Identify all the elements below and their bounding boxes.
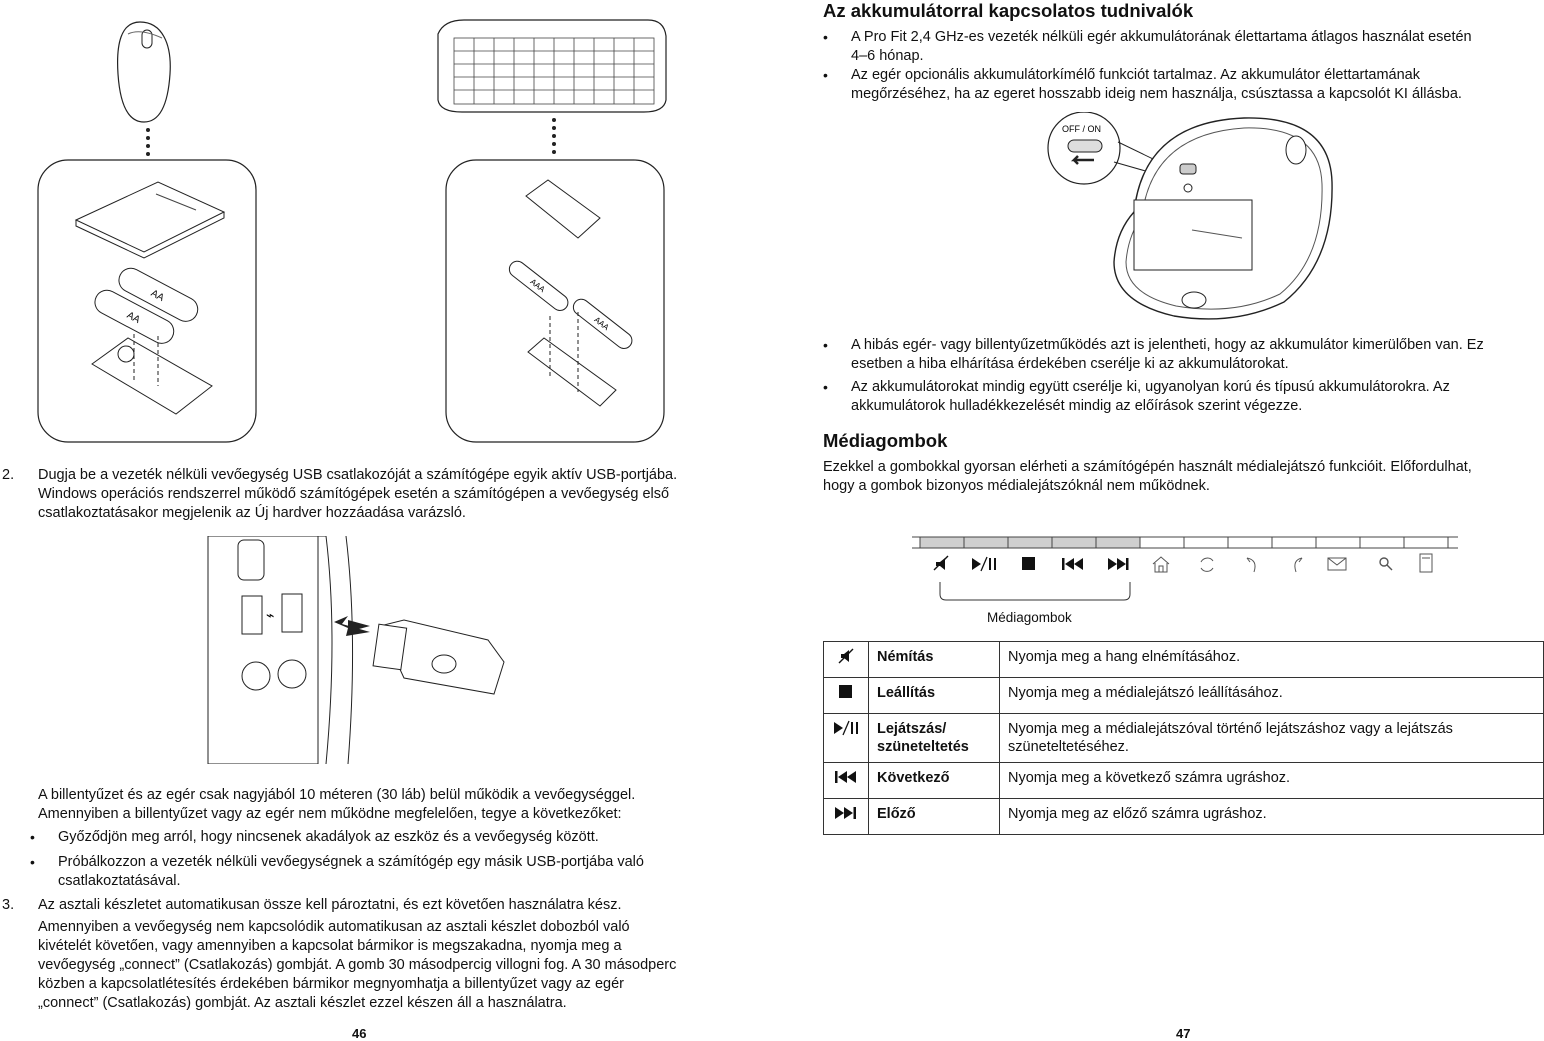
- strip-mute-icon: [934, 556, 948, 570]
- battery-bullet-2-line-1: Az egér opcionális akkumulátorkímélő funkciót tartalmaz. Az akkumulátor élettartamának: [851, 67, 1420, 83]
- media-table: [823, 641, 1544, 835]
- strip-stop-icon: [1022, 557, 1035, 570]
- previous-track-icon: [834, 769, 858, 785]
- row-desc: Nyomja meg az előző számra ugráshoz.: [1000, 799, 1544, 835]
- media-intro: [823, 458, 1472, 496]
- strip-home-icon: [1153, 557, 1169, 572]
- row-name-line-2: szüneteltetés: [877, 739, 969, 755]
- strip-back-icon: [1247, 558, 1255, 572]
- battery-bullet-1-line-2: 4–6 hónap.: [851, 48, 924, 64]
- connect-line-2: kivételét követően, vagy amennyiben a kapcsolat bármikor is megszakadna, nyomja meg a: [38, 938, 622, 954]
- battery-bullet-2-line-2: megőrzéséhez, ha az egeret hosszabb ideig nem használja, csúsztassa a kapcsolót KI állásba.: [851, 86, 1462, 102]
- row-desc-line-1: Nyomja meg a médialejátszóval történő lejátszáshoz vagy a lejátszás: [1008, 721, 1453, 737]
- strip-search-icon: [1380, 558, 1392, 570]
- row-desc: Nyomja meg a médialejátszó leállításához.: [1000, 678, 1544, 714]
- row-desc-line-2: szüneteltetéséhez.: [1008, 739, 1129, 755]
- battery-heading: Az akkumulátorral kapcsolatos tudnivalók: [823, 0, 1194, 21]
- row-name-line-1: Lejátszás/: [877, 721, 947, 737]
- strip-play-pause-icon: [972, 557, 996, 571]
- step-3-line: Az asztali készletet automatikusan össze kell pároztatni, és ezt követően használatra kész.: [38, 897, 622, 913]
- step-2-line-1: Dugja be a vezeték nélküli vevőegység USB csatlakozóját a számítógépe egyik aktív USB-portjába.: [38, 467, 678, 483]
- connect-line-3: vevőegység „connect” (Csatlakozás) gombját. A gomb 30 másodpercig villogni fog. A 30 másodperc: [38, 957, 677, 973]
- connect-line-5: „connect” (Csatlakozás) gombját. Az asztali készlet ezzel készen áll a használatra.: [38, 995, 567, 1011]
- battery-aaa-label-1: AAA: [528, 277, 547, 295]
- row-name: Előző: [869, 799, 1000, 835]
- media-strip-label: Médiagombok: [987, 610, 1072, 625]
- step-2-line-3: csatlakoztatásakor megjelenik az Új hardver hozzáadása varázsló.: [38, 505, 466, 521]
- bullet-1-line-1: Győződjön meg arról, hogy nincsenek akadályok az eszköz és a vevőegység között.: [58, 829, 599, 845]
- row-name: Némítás: [869, 642, 1000, 678]
- bullet-2-line-2: csatlakoztatásával.: [58, 873, 181, 889]
- connect-line-4: közben a kapcsolatlétesítés érdekében bármikor megnyomhatja a billentyűzet vagy az egér: [38, 976, 624, 992]
- range-paragraph: [38, 786, 635, 824]
- media-intro-line-2: hogy a gombok bizonyos médialejátszóknál nem működnek.: [823, 478, 1210, 494]
- svg-text:⌁: ⌁: [266, 607, 275, 623]
- battery-bullet-3-line-2: esetben a hiba elhárítása érdekében cserélje ki az akkumulátorokat.: [851, 356, 1289, 372]
- table-row: [824, 642, 1544, 678]
- stop-icon: [838, 684, 854, 700]
- battery-bullet-4-line-1: Az akkumulátorokat mindig együtt cserélje ki, ugyanolyan korú és típusú akkumulátorokra. Az: [851, 379, 1450, 395]
- battery-bullet-3-line-1: A hibás egér- vagy billentyűzetműködés azt is jelentheti, hogy az akkumulátor kimerülőben van. Ez: [851, 337, 1484, 353]
- media-key-strip: [912, 530, 1458, 630]
- range-line-1: A billentyűzet és az egér csak nagyjából 10 méteren (30 láb) belül működik a vevőegységgel.: [38, 787, 636, 803]
- play-pause-icon: [833, 720, 859, 736]
- media-intro-line-1: Ezekkel a gombokkal gyorsan elérheti a számítógépén használt médialejátszó funkcióit. Előfordulhat,: [823, 459, 1472, 475]
- page-number-left: 46: [352, 1026, 367, 1041]
- row-desc: Nyomja meg a következő számra ugráshoz.: [1000, 763, 1544, 799]
- table-row: [824, 678, 1544, 714]
- step-3-number: 3.: [2, 897, 15, 913]
- battery-aa-label-1: AA: [148, 287, 166, 304]
- switch-label: OFF / ON: [1062, 124, 1101, 134]
- table-row: [824, 763, 1544, 799]
- range-line-2: Amennyiben a billentyűzet vagy az egér nem működne megfelelően, tegye a következőket:: [38, 806, 622, 822]
- mouse-battery-illustration: [36, 14, 260, 444]
- row-desc: Nyomja meg a hang elnémításához.: [1000, 642, 1544, 678]
- usb-receiver-illustration: [198, 536, 508, 764]
- row-name: Leállítás: [869, 678, 1000, 714]
- step-2-number: 2.: [2, 467, 15, 483]
- mouse-underside-illustration: [1034, 112, 1336, 324]
- strip-calculator-icon: [1420, 554, 1432, 572]
- strip-refresh-icon: [1201, 558, 1213, 571]
- row-name: Következő: [869, 763, 1000, 799]
- strip-next-track-icon: [1108, 558, 1129, 570]
- battery-aa-label-2: AA: [124, 309, 142, 326]
- battery-aaa-label-2: AAA: [592, 315, 611, 333]
- mute-icon: [838, 648, 854, 664]
- bullet-2-line-1: Próbálkozzon a vezeték nélküli vevőegységnek a számítógép egy másik USB-portjába való: [58, 854, 644, 870]
- connect-line-1: Amennyiben a vevőegység nem kapcsolódik automatikusan az asztali készlet dobozból való: [38, 919, 630, 935]
- table-row: [824, 714, 1544, 763]
- strip-mail-icon: [1328, 558, 1346, 570]
- keyboard-battery-illustration: [434, 16, 668, 444]
- connect-paragraph: [38, 918, 676, 1013]
- table-row: [824, 799, 1544, 835]
- media-heading: Médiagombok: [823, 430, 948, 451]
- step-2-line-2: Windows operációs rendszerrel működő számítógépek esetén a számítógépen a vevőegység első: [38, 486, 670, 502]
- strip-forward-icon: [1295, 558, 1302, 572]
- battery-bullet-1-line-1: A Pro Fit 2,4 GHz-es vezeték nélküli egér akkumulátorának élettartama átlagos használat esetén: [851, 29, 1472, 45]
- battery-bullet-4-line-2: akkumulátorok hulladékkezelését mindig az előírások szerint végezze.: [851, 398, 1303, 414]
- next-track-icon: [834, 805, 858, 821]
- strip-previous-track-icon: [1062, 558, 1083, 570]
- page-number-right: 47: [1176, 1026, 1191, 1041]
